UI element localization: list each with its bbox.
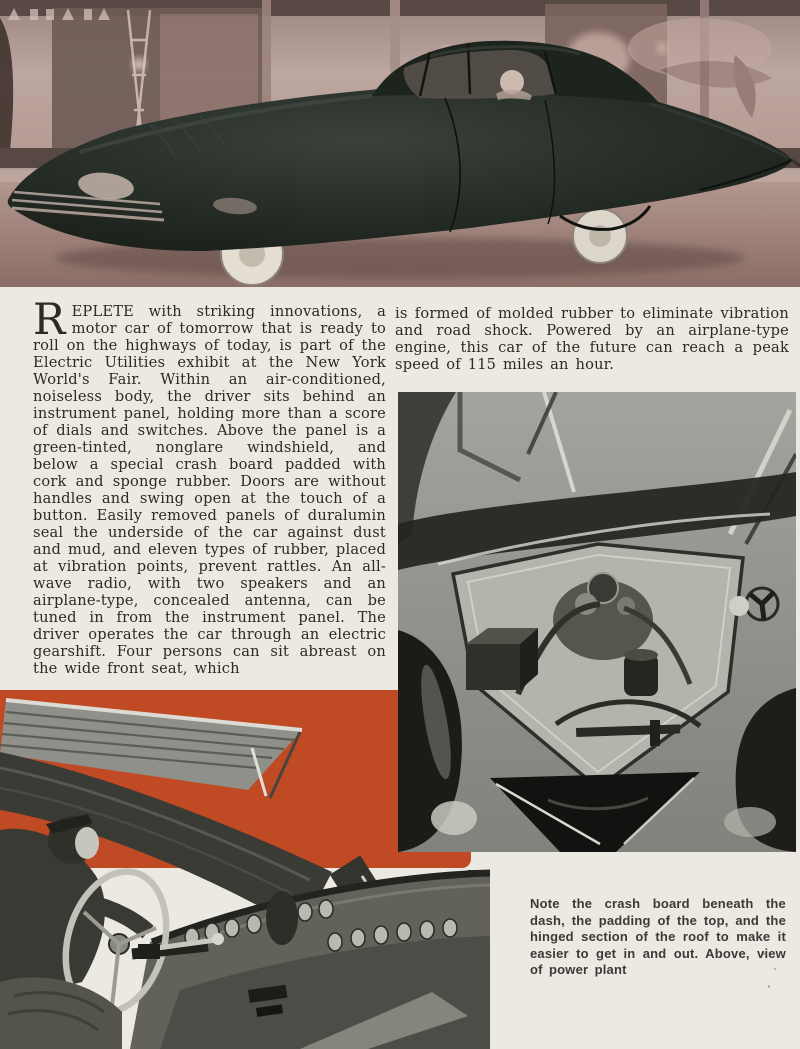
hero-photo-illustration (0, 0, 800, 287)
dash-vent (266, 891, 298, 945)
headlamp-back (431, 801, 477, 835)
light-glow (133, 58, 145, 70)
hero-car-exterior-photo (0, 0, 800, 287)
battery-box (466, 628, 538, 690)
linkage (650, 720, 660, 746)
driver-face (75, 827, 99, 859)
left-column-text: EPLETE with striking innovations, a motor car of tomorrow that is ready to roll on the highways of today, is part of the Electric Utilities exhibit at the New York World's Fair. Within an air-conditioned, noiseless body, the driver sits behind an instrument panel, holding more than a score of dials and switches. Above the panel is a green-tinted, nonglare windshield, and below a special crash board padded with cork and sponge rubber. Doors are without handles and swing open at the touch of a button. Easily removed panels of duralumin seal the underside of the car against dust and mud, and eleven types of rubber, placed at vibration points, prevent rattles. An all-wave radio, with two speakers and an airplane-type, concealed antenna, can be tuned in from the instrument panel. The driver operates the car through an electric gearshift. Four persons can sit abreast on the wide front seat, which (33, 303, 386, 677)
fan-hub (729, 596, 749, 616)
rear-wheel (573, 209, 627, 263)
article-right-column: is formed of molded rubber to eliminate vibration and road shock. Powered by an airplane-type engine, this car of the future can reach a peak speed of 115 miles an hour. (395, 305, 789, 373)
photo-caption: Note the crash board beneath the dash, the padding of the top, and the hinged section of the roof to make it easier to get in and out. Above, view of power plant (530, 896, 786, 977)
engine-photo-illustration (398, 392, 796, 852)
article-left-column (33, 295, 386, 677)
drop-cap: R (33, 295, 66, 345)
oil-filter-cap (624, 649, 658, 661)
engine-power-plant-photo (398, 392, 796, 852)
print-speck (768, 985, 770, 988)
